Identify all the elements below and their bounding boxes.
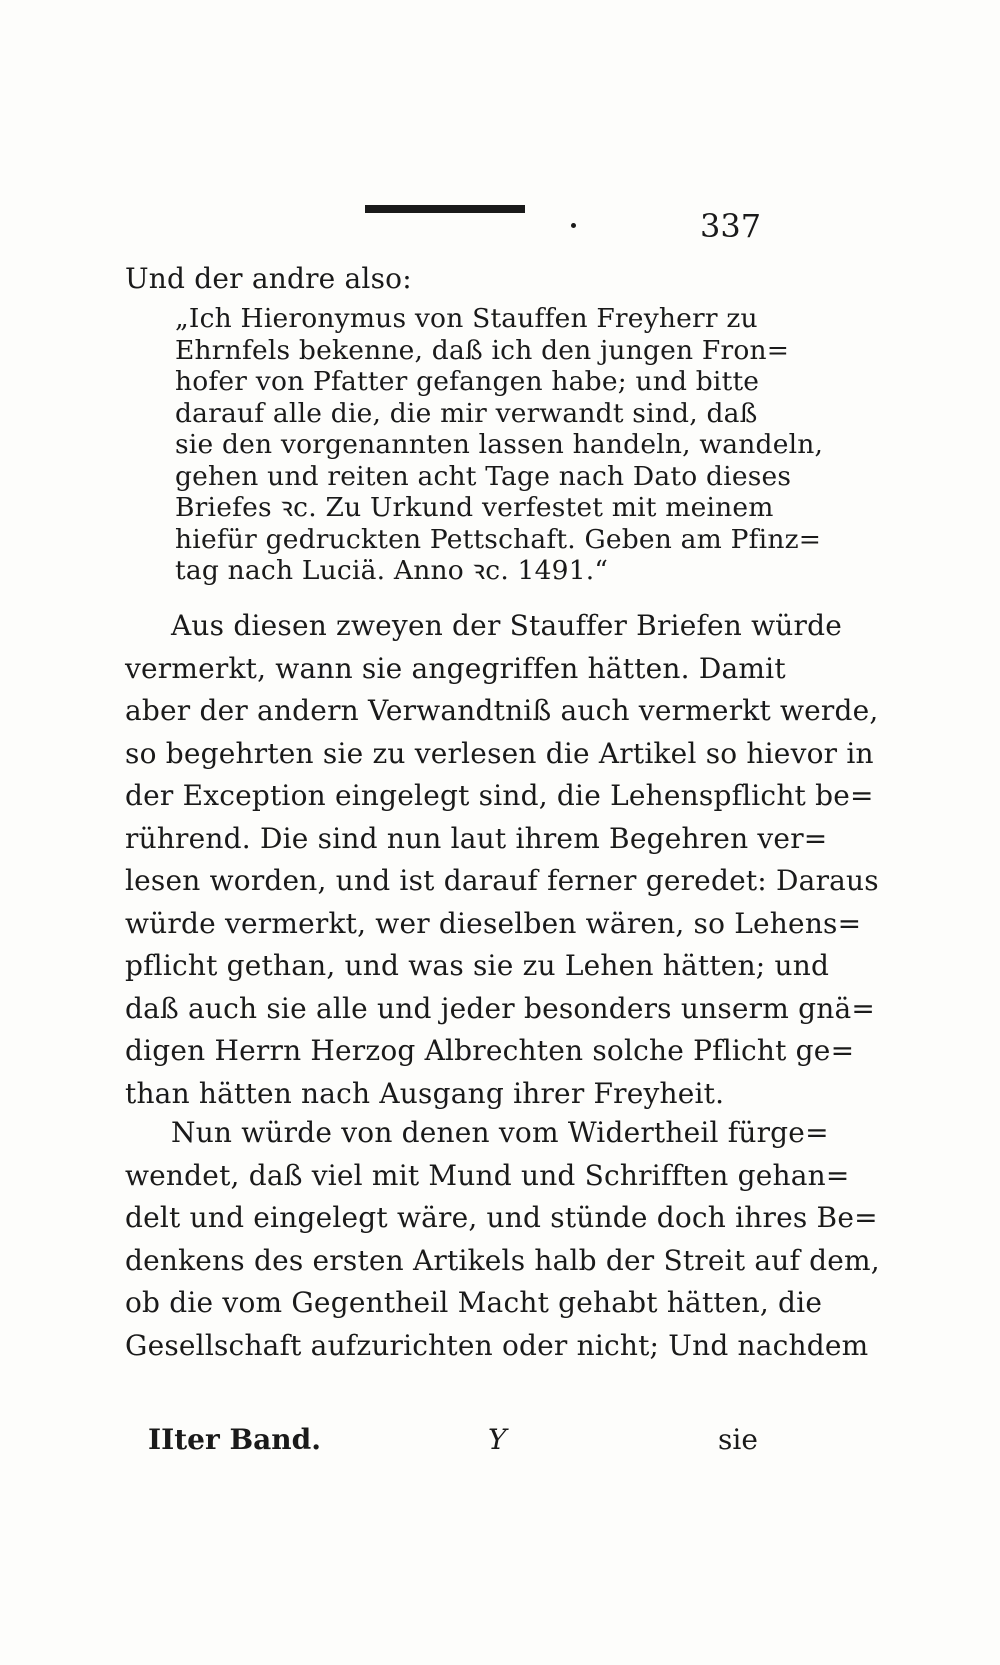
quote-line: Briefes ꝛc. Zu Urkund verfestet mit meinem [175,492,774,523]
paragraph-line: Gesellschaft aufzurichten oder nicht; Und nachdem [125,1328,869,1362]
paragraph-line: rührend. Die sind nun laut ihrem Begehren ver= [125,821,828,855]
paragraph-line: Aus diesen zweyen der Stauffer Briefen würde [171,609,843,642]
paragraph-line: würde vermerkt, wer dieselben wären, so Lehens= [125,906,862,940]
quote-line: „Ich Hieronymus von Stauffen Freyherr zu [175,303,758,334]
signature-mark: Y [488,1423,507,1456]
paragraph-line: denkens des ersten Artikels halb der Streit auf dem, [125,1243,880,1277]
volume-label: IIter Band. [148,1423,321,1456]
quote-line: darauf alle die, die mir verwandt sind, daß [175,397,758,429]
intro-line-block [125,258,785,301]
paragraph-line: ob die vom Gegentheil Macht gehabt hätten, die [125,1286,823,1319]
paragraph-line: der Exception eingelegt sind, die Lehenspflicht be= [125,779,874,812]
paragraph-line: pflicht gethan, und was sie zu Lehen hätten; und [125,949,830,982]
quote-line: sie den vorgenannten lassen handeln, wandeln, [175,429,824,460]
page-number: 337 [700,207,762,245]
paragraph-1 [125,605,879,1115]
quote-line: Ehrnfels bekenne, daß ich den jungen Fron= [175,334,790,366]
paragraph-line: daß auch sie alle und jeder besonders unserm gnä= [125,991,876,1025]
paragraph-line: than hätten nach Ausgang ihrer Freyheit. [125,1076,725,1110]
quote-line: gehen und reiten acht Tage nach Dato dieses [175,460,792,492]
paragraph-line: so begehrten sie zu verlesen die Artikel so hievor in [125,736,874,770]
paragraph-line: wendet, daß viel mit Mund und Schrifften gehan= [125,1158,850,1192]
paragraph-line: vermerkt, wann sie angegriffen hätten. Damit [125,651,786,685]
paragraph-2 [125,1112,880,1367]
quote-line: hiefür gedruckten Pettschaft. Geben am Pfinz= [175,523,822,555]
quote-block [175,303,824,587]
header-rule [365,205,525,213]
paragraph-line: lesen worden, und ist darauf ferner geredet: Daraus [125,864,879,897]
intro-line: Und der andre also: [125,262,412,295]
quote-line: tag nach Luciä. Anno ꝛc. 1491.“ [175,555,609,586]
paragraph-line: Nun würde von denen vom Widertheil fürge= [171,1116,829,1149]
quote-line: hofer von Pfatter gefangen habe; und bitte [175,366,760,397]
header-dot [571,223,576,228]
catchword: sie [718,1423,758,1456]
paragraph-line: aber der andern Verwandtniß auch vermerkt werde, [125,694,879,727]
page-footer [148,1418,758,1462]
paragraph-line: digen Herrn Herzog Albrechten solche Pflicht ge= [125,1034,855,1067]
paragraph-line: delt und eingelegt wäre, und stünde doch ihres Be= [125,1201,878,1234]
